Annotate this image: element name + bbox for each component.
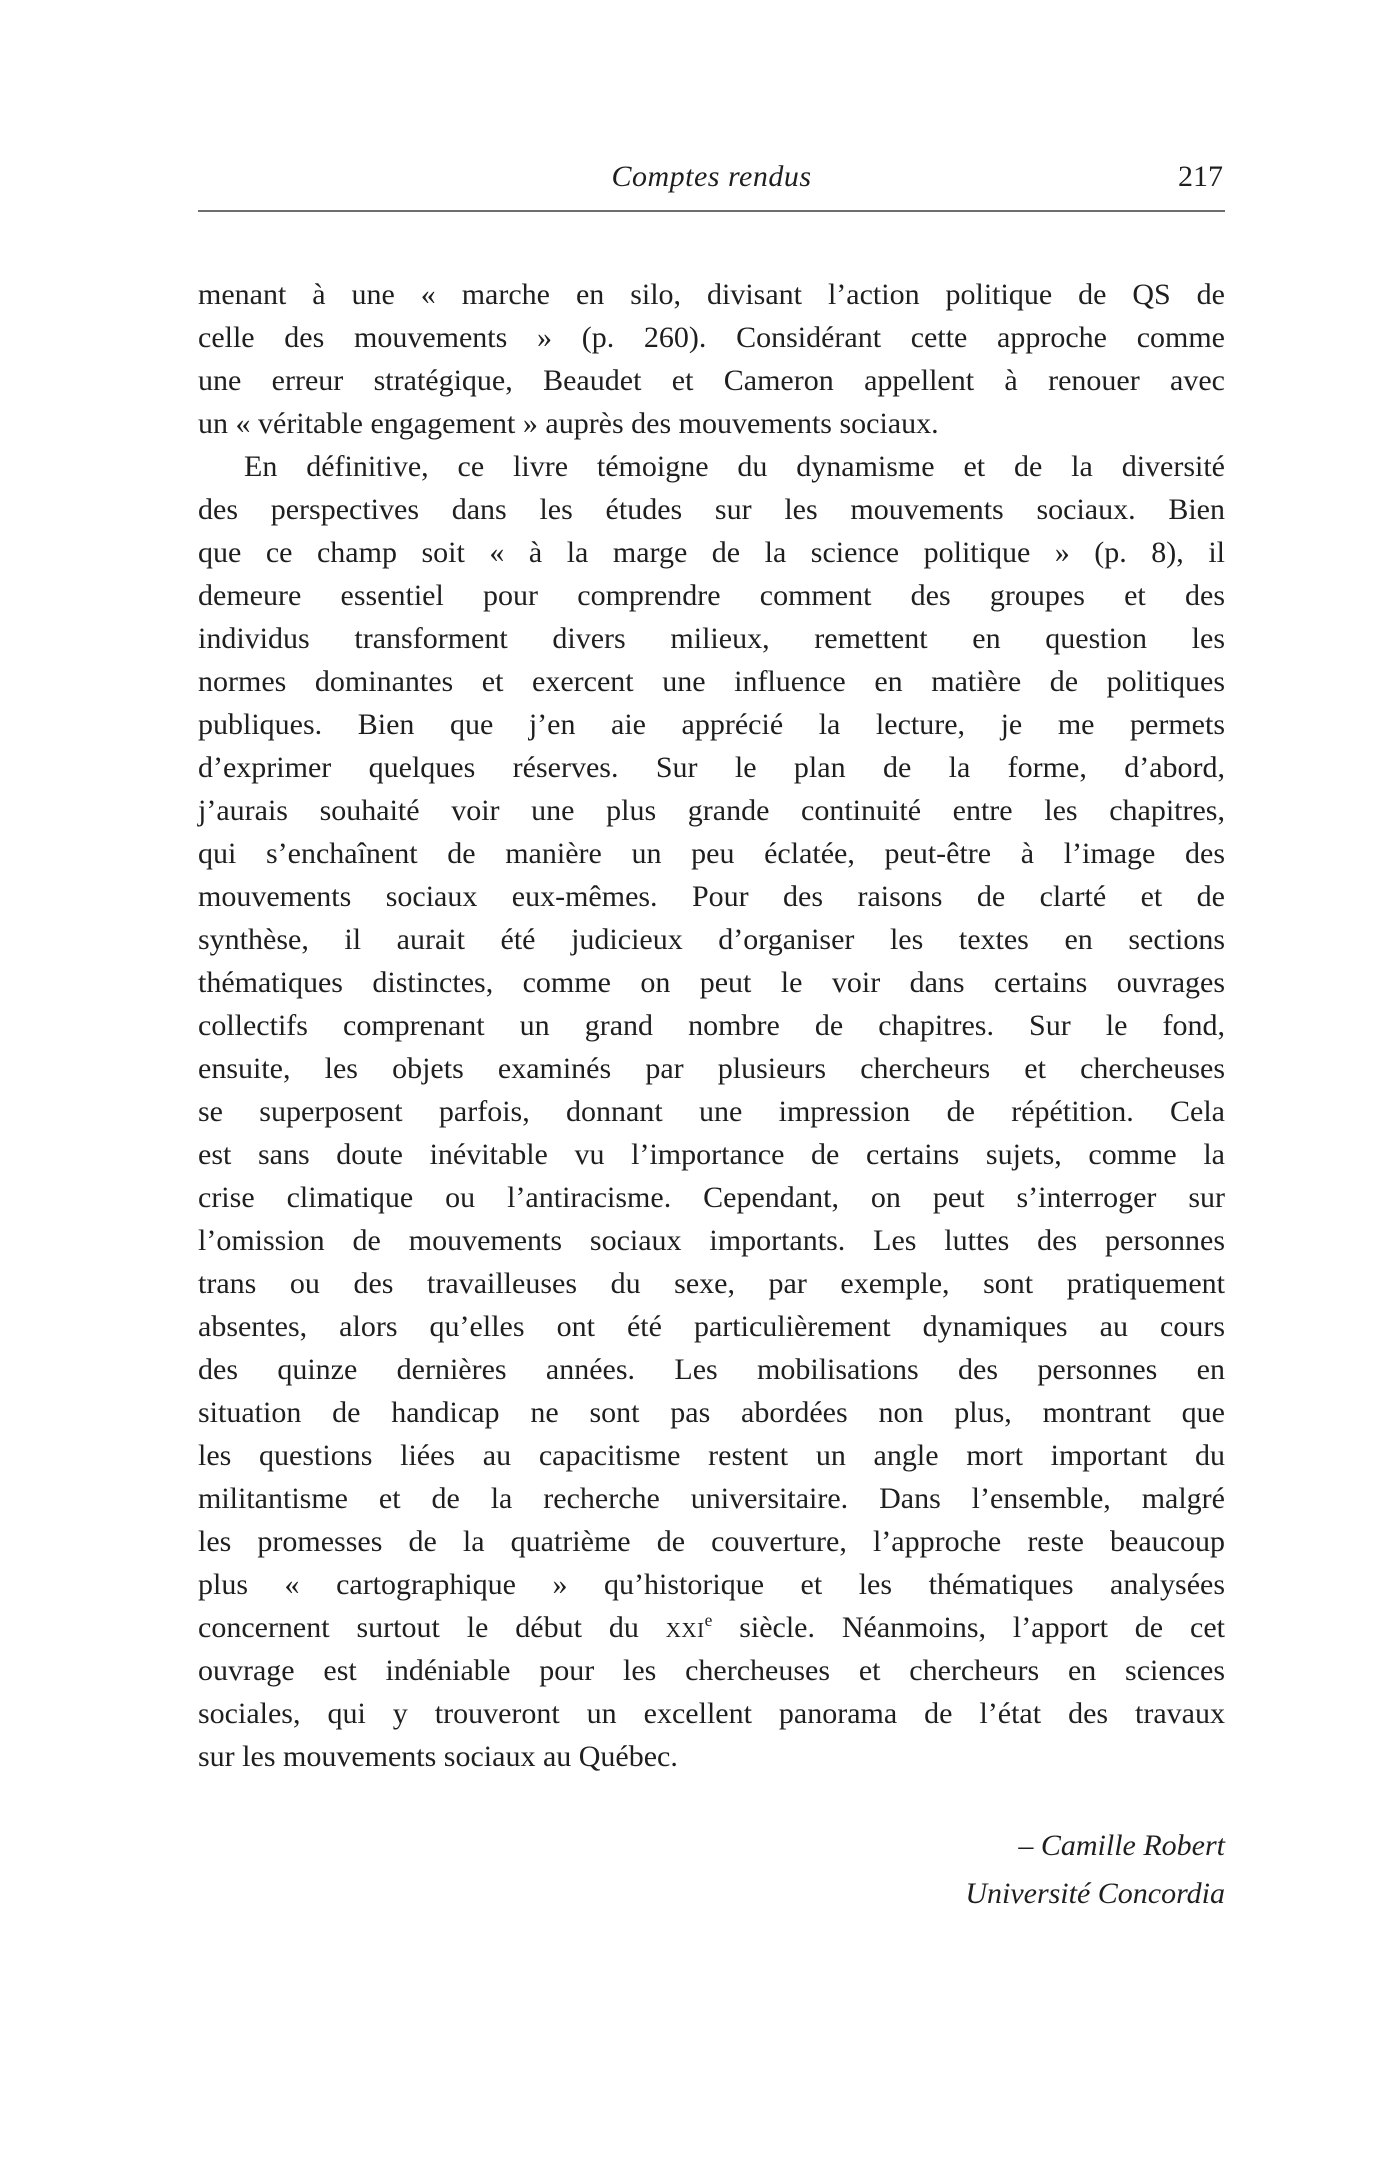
text-line: mouvements sociaux eux-mêmes. Pour des raisons de clarté et de xyxy=(198,880,1225,913)
text-line: d’exprimer quelques réserves. Sur le plan de la forme, d’abord, xyxy=(198,751,1225,784)
text-line: En définitive, ce livre témoigne du dynamisme et de la diversité xyxy=(244,450,1225,483)
text-line: celle des mouvements » (p. 260). Considérant cette approche comme xyxy=(198,321,1225,354)
text-line: thématiques distinctes, comme on peut le voir dans certains ouvrages xyxy=(198,966,1225,999)
text-line: situation de handicap ne sont pas abordées non plus, montrant que xyxy=(198,1396,1225,1429)
page-number: 217 xyxy=(1178,160,1223,193)
text-line: normes dominantes et exercent une influence en matière de politiques xyxy=(198,665,1225,698)
signature-block xyxy=(198,1822,1225,1918)
text-line: demeure essentiel pour comprendre comment des groupes et des xyxy=(198,579,1225,612)
text-line: un « véritable engagement » auprès des mouvements sociaux. xyxy=(198,407,939,440)
text-line: crise climatique ou l’antiracisme. Cependant, on peut s’interroger sur xyxy=(198,1181,1225,1214)
text-line: synthèse, il aurait été judicieux d’organiser les textes en sections xyxy=(198,923,1225,956)
text-line: menant à une « marche en silo, divisant l’action politique de QS de xyxy=(198,278,1225,311)
text-line: qui s’enchaînent de manière un peu éclatée, peut-être à l’image des xyxy=(198,837,1225,870)
text-line: se superposent parfois, donnant une impression de répétition. Cela xyxy=(198,1095,1225,1128)
body-text xyxy=(198,273,1225,1778)
text-line: plus « cartographique » qu’historique et les thématiques analysées xyxy=(198,1568,1225,1601)
text-line: trans ou des travailleuses du sexe, par exemple, sont pratiquement xyxy=(198,1267,1225,1300)
text-line: sociales, qui y trouveront un excellent panorama de l’état des travaux xyxy=(198,1697,1225,1730)
text-line: absentes, alors qu’elles ont été particulièrement dynamiques au cours xyxy=(198,1310,1225,1343)
text-line: des perspectives dans les études sur les mouvements sociaux. Bien xyxy=(198,493,1225,526)
header-divider xyxy=(198,210,1225,212)
text-line: est sans doute inévitable vu l’importance de certains sujets, comme la xyxy=(198,1138,1225,1171)
text-line: j’aurais souhaité voir une plus grande continuité entre les chapitres, xyxy=(198,794,1225,827)
text-line: l’omission de mouvements sociaux importants. Les luttes des personnes xyxy=(198,1224,1225,1257)
running-head-title: Comptes rendus xyxy=(611,160,812,193)
signature-affiliation: Université Concordia xyxy=(965,1877,1225,1910)
text-line: individus transforment divers milieux, remettent en question les xyxy=(198,622,1225,655)
text-line: ensuite, les objets examinés par plusieurs chercheurs et chercheuses xyxy=(198,1052,1225,1085)
text-line: sur les mouvements sociaux au Québec. xyxy=(198,1740,678,1773)
text-line: une erreur stratégique, Beaudet et Cameron appellent à renouer avec xyxy=(198,364,1225,397)
text-line: collectifs comprenant un grand nombre de chapitres. Sur le fond, xyxy=(198,1009,1225,1042)
text-line: des quinze dernières années. Les mobilisations des personnes en xyxy=(198,1353,1225,1386)
text-line: les promesses de la quatrième de couverture, l’approche reste beaucoup xyxy=(198,1525,1225,1558)
text-line: ouvrage est indéniable pour les chercheuses et chercheurs en sciences xyxy=(198,1654,1225,1687)
text-line: que ce champ soit « à la marge de la science politique » (p. 8), il xyxy=(198,536,1225,569)
signature-author: – Camille Robert xyxy=(1018,1829,1225,1862)
text-line: militantisme et de la recherche universitaire. Dans l’ensemble, malgré xyxy=(198,1482,1225,1515)
text-line: publiques. Bien que j’en aie apprécié la lecture, je me permets xyxy=(198,708,1225,741)
text-line: concernent surtout le début du xxi$^e$ siècle. Néanmoins, l’apport de cet xyxy=(198,1610,1225,1644)
text-line: les questions liées au capacitisme restent un angle mort important du xyxy=(198,1439,1225,1472)
running-head xyxy=(198,160,1225,206)
